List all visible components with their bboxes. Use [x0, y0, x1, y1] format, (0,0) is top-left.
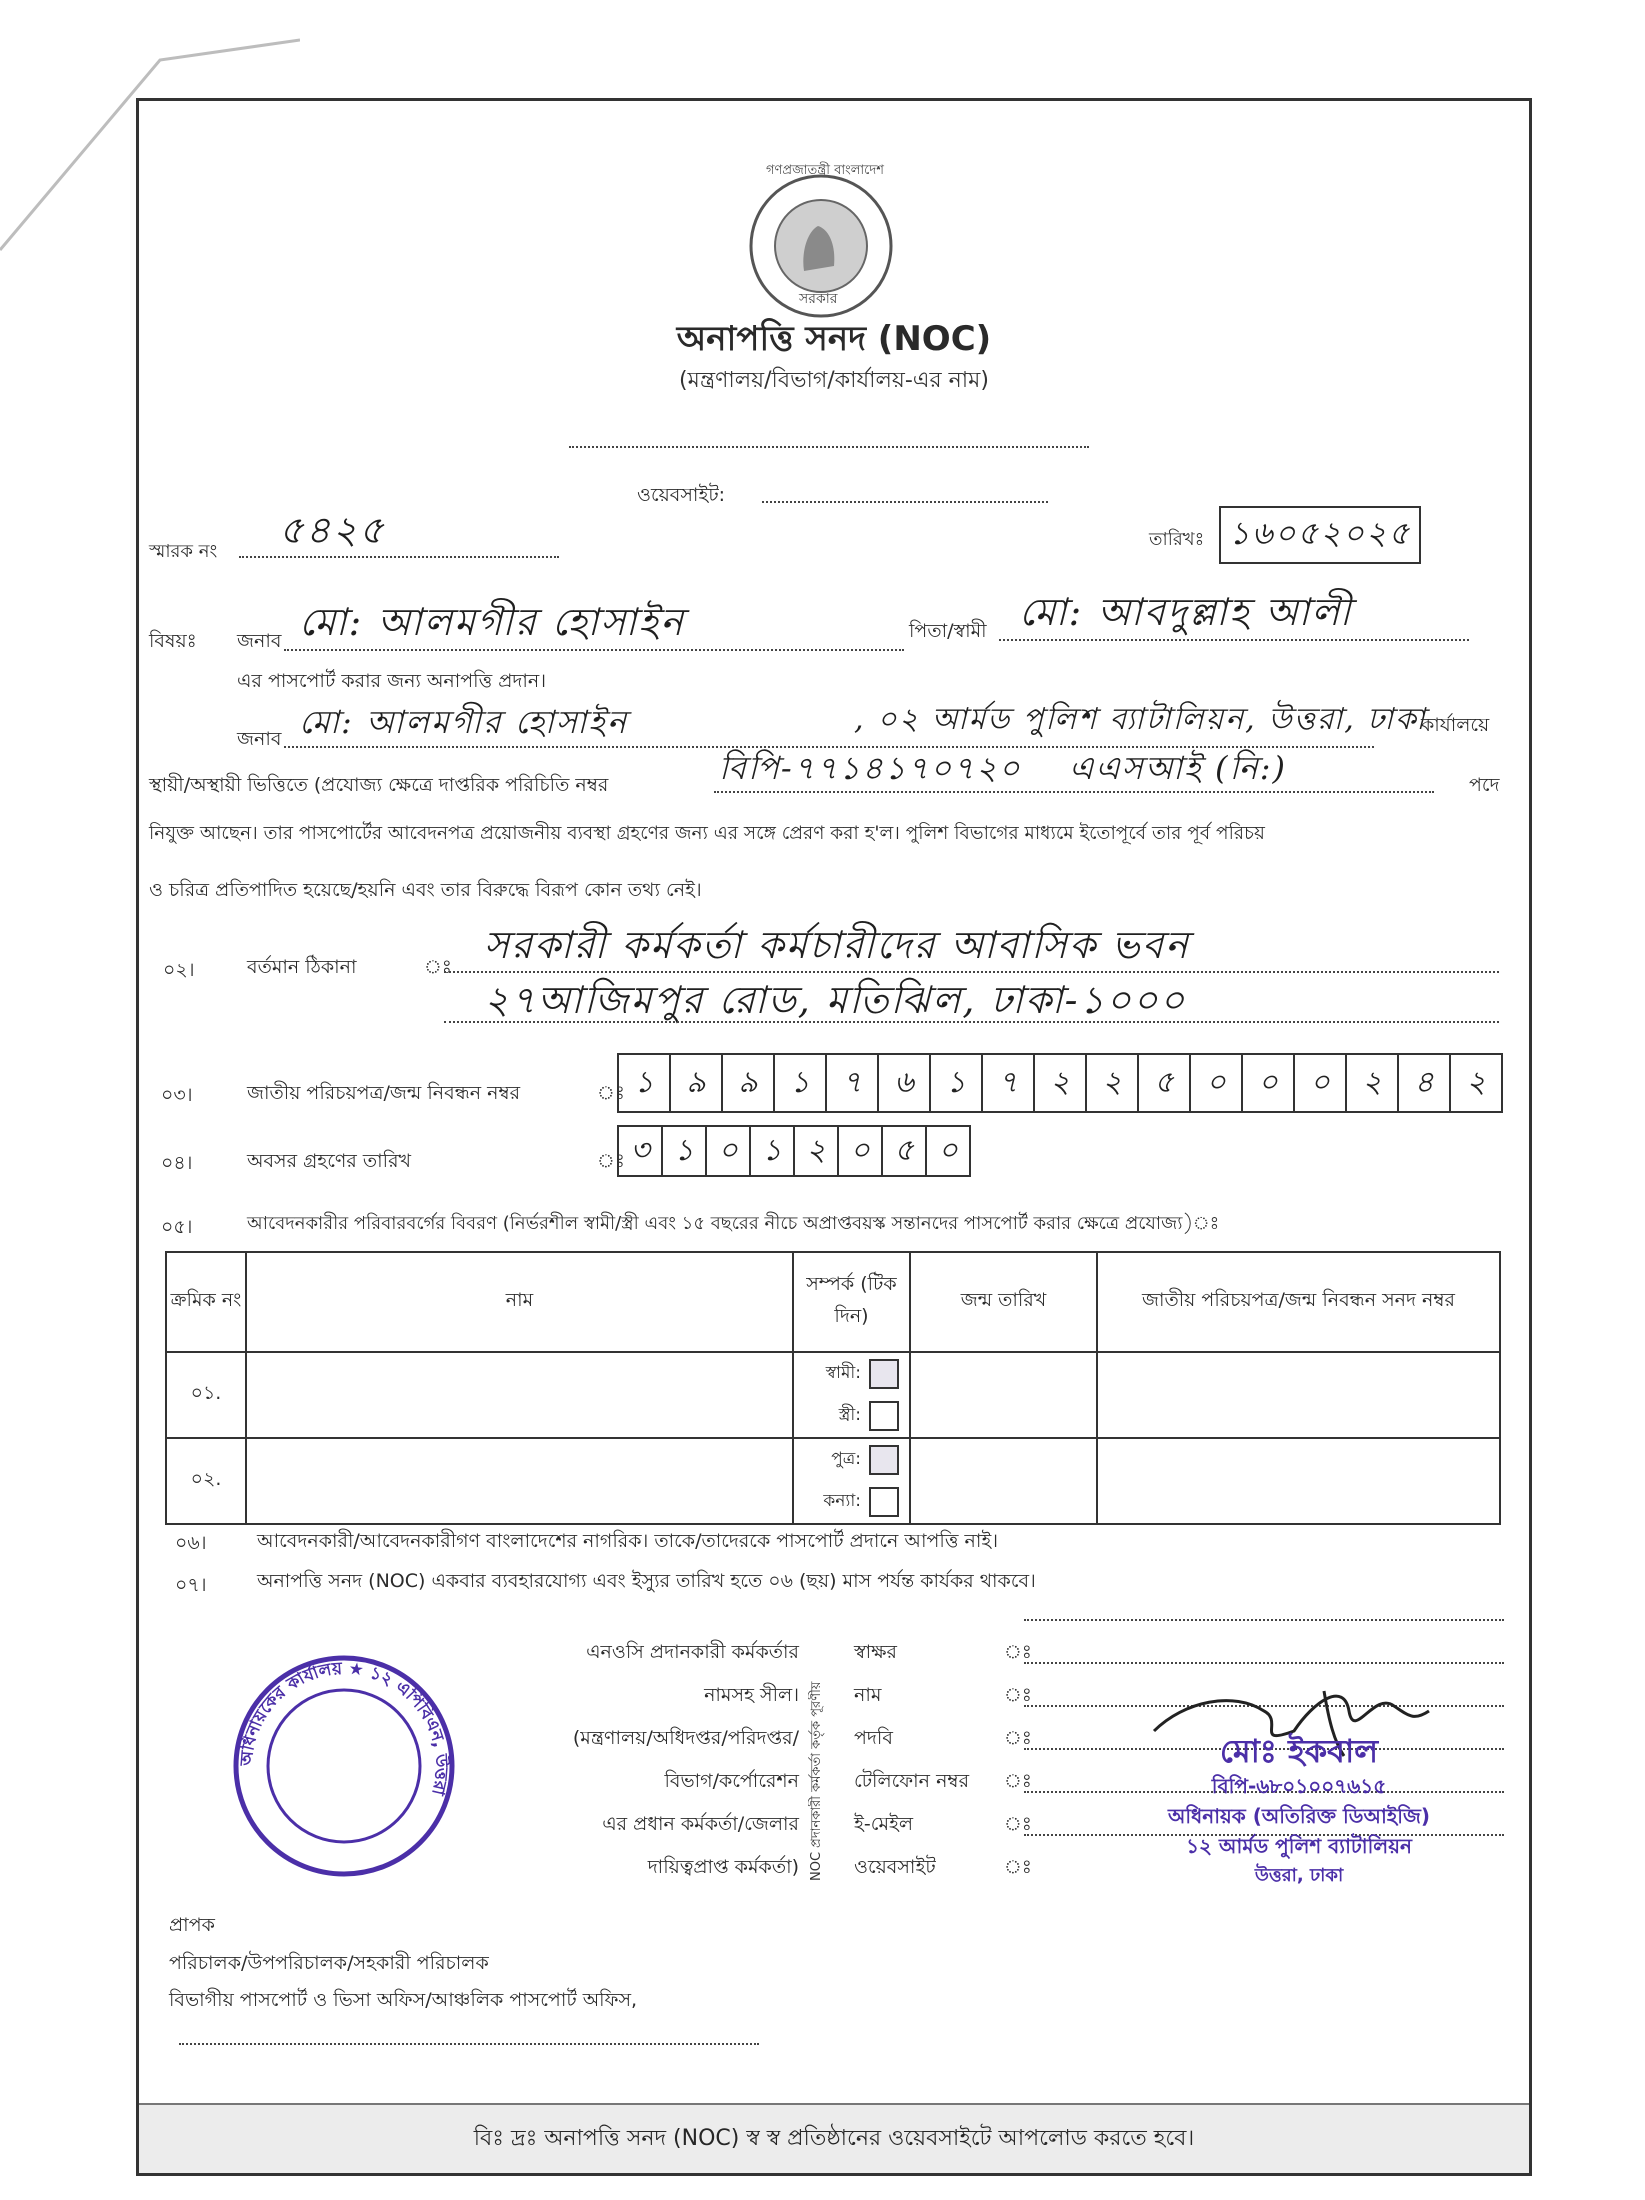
digit-box: ০ — [1191, 1055, 1243, 1111]
header-nid: জাতীয় পরিচয়পত্র/জন্ম নিবন্ধন সনদ নম্বর — [1097, 1252, 1500, 1352]
digit-box: ১ — [751, 1127, 795, 1175]
retirement-date-boxes — [617, 1125, 971, 1177]
stamp-place: উত্তরা, ঢাকা — [1254, 1865, 1344, 1886]
recipient-label: প্রাপক — [169, 1914, 215, 1936]
body-office-suffix: কার্যালয়ে — [1421, 714, 1490, 736]
daughter-checkbox[interactable] — [869, 1487, 899, 1517]
item-03-colon: ঃ — [597, 1082, 625, 1104]
note-06-text: আবেদনকারী/আবেদনকারীগণ বাংলাদেশের নাগরিক। তাকে/তাদেরকে পাসপোর্ট প্রদানে আপত্তি নাই। — [257, 1530, 999, 1552]
footer-note-bar — [139, 2103, 1529, 2173]
page-title: অনাপত্তি সনদ (NOC) — [676, 319, 992, 359]
stamp-designation: অধিনায়ক (অতিরিক্ত ডিআইজি) — [1168, 1804, 1430, 1828]
father-label: পিতা/স্বামী — [909, 620, 987, 642]
sig-left-line: এর প্রধান কর্মকর্তা/জেলার — [602, 1813, 799, 1835]
digit-box: ৭ — [827, 1055, 879, 1111]
digit-box: ২ — [1347, 1055, 1399, 1111]
body-mr-label: জনাব — [237, 728, 282, 750]
field-designation: পদবি ঃ — [854, 1717, 1504, 1760]
officer-stamp — [1119, 1731, 1479, 1891]
table-row — [166, 1438, 1500, 1524]
subject-name: মো: আলমগীর হোসাইন — [299, 600, 685, 644]
digit-box: ০ — [938, 1132, 958, 1168]
son-checkbox[interactable] — [869, 1445, 899, 1475]
body-designation: এএসআই (নি:) — [1069, 749, 1287, 787]
row-dob-cell[interactable] — [910, 1352, 1097, 1438]
recipient-line-1: পরিচালক/উপপরিচালক/সহকারী পরিচালক — [169, 1952, 489, 1974]
row-serial: ০২. — [166, 1438, 246, 1524]
digit-box: ১ — [775, 1055, 827, 1111]
item-03-number: ০৩। — [161, 1084, 193, 1106]
field-email: ই-মেইল ঃ — [854, 1803, 1504, 1846]
item-02-colon: ঃ — [424, 956, 452, 978]
row-name-cell[interactable] — [246, 1352, 793, 1438]
round-seal-text: অধিনায়কের কার্যালয় ★ ১২ এপিবিএন, উত্তরা — [236, 1658, 452, 1797]
subject-mr-label: জনাব — [237, 630, 282, 652]
row-relation-cell — [793, 1352, 910, 1438]
digit-box: ০ — [707, 1127, 751, 1175]
header-relation: সম্পর্ক (টিক দিন) — [793, 1252, 910, 1352]
subject-name-line — [284, 649, 904, 651]
note-07-number: ০৭। — [175, 1574, 207, 1596]
sig-left-line: এনওসি প্রদানকারী কর্মকর্তার — [586, 1641, 799, 1663]
body-name: মো: আলমগীর হোসাইন — [299, 703, 629, 741]
stamp-unit: ১২ আর্মড পুলিশ ব্যাটালিয়ন — [1186, 1834, 1412, 1858]
digit-box: ২ — [795, 1127, 839, 1175]
date-label: তারিখঃ — [1149, 529, 1205, 550]
note-07-text: অনাপত্তি সনদ (NOC) একবার ব্যবহারযোগ্য এবং ইস্যুর তারিখ হতে ০৬ (ছয়) মাস পর্যন্ত কার্যকর থাকবে। — [257, 1570, 1036, 1592]
digit-box: ০ — [1243, 1055, 1295, 1111]
memo-value: ৫৪২৫ — [279, 508, 386, 552]
seal-text-bottom: সরকার — [799, 291, 838, 307]
father-value: মো: আবদুল্লাহ আলী — [1019, 590, 1353, 634]
relation-wife-label: স্ত্রী: — [838, 1405, 861, 1425]
field-name: নাম ঃ — [854, 1674, 1504, 1717]
digit-box: ২ — [1466, 1064, 1486, 1100]
page-subtitle: (মন্ত্রণালয়/বিভাগ/কার্যালয়-এর নাম) — [679, 368, 989, 393]
item-02-label: বর্তমান ঠিকানা — [247, 956, 357, 978]
body-line-b: নিযুক্ত আছেন। তার পাসপোর্টের আবেদনপত্র প্রয়োজনীয় ব্যবস্থা গ্রহণের জন্য এর সঙ্গে প্রেরণ করা হ'ল। পুলিশ বিভাগের মাধ্যমে ইতোপূর্বে তার পূর্ব পরিচয় — [149, 823, 1265, 844]
digit-box: ৫ — [883, 1127, 927, 1175]
row-name-cell[interactable] — [246, 1438, 793, 1524]
footer-note: বিঃ দ্রঃ অনাপত্তি সনদ (NOC) স্ব স্ব প্রতিষ্ঠানের ওয়েবসাইটে আপলোড করতে হবে। — [473, 2125, 1195, 2151]
table-header-row — [166, 1252, 1500, 1352]
sig-left-line: দায়িত্বপ্রাপ্ত কর্মকর্তা) — [647, 1856, 799, 1878]
header-serial: ক্রমিক নং — [166, 1252, 246, 1352]
sig-left-line: (মন্ত্রণালয়/অধিদপ্তর/পরিদপ্তর/ — [572, 1727, 799, 1749]
subject-line2: এর পাসপোর্ট করার জন্য অনাপত্তি প্রদান। — [237, 670, 547, 692]
husband-checkbox[interactable] — [869, 1359, 899, 1389]
digit-box: ০ — [1295, 1055, 1347, 1111]
digit-box: ১ — [619, 1055, 671, 1111]
seal-text-top: গণপ্রজাতন্ত্রী বাংলাদেশ — [766, 163, 884, 178]
digit-box: ৯ — [671, 1055, 723, 1111]
item-04-label: অবসর গ্রহণের তারিখ — [247, 1150, 412, 1172]
field-signature: স্বাক্ষর ঃ — [854, 1631, 1504, 1674]
header-name: নাম — [246, 1252, 793, 1352]
sig-left-line: বিভাগ/কর্পোরেশন — [664, 1770, 799, 1792]
header-dob: জন্ম তারিখ — [910, 1252, 1097, 1352]
website-line — [762, 501, 1048, 503]
memo-label: স্মারক নং — [149, 541, 218, 562]
digit-box: ১ — [931, 1055, 983, 1111]
digit-box: ৭ — [983, 1055, 1035, 1111]
item-05-number: ০৫। — [161, 1216, 193, 1238]
item-05-label: আবেদনকারীর পরিবারবর্গের বিবরণ (নির্ভরশীল স্বামী/স্ত্রী এবং ১৫ বছরের নীচে অপ্রাপ্তবয়স্ক সন্তানদের পাসপোর্ট করার ক্ষেত্রে প্রযোজ্য)ঃ — [247, 1213, 1220, 1234]
item-04-colon: ঃ — [597, 1150, 625, 1172]
row-serial: ০১. — [166, 1352, 246, 1438]
item-04-number: ০৪। — [161, 1152, 193, 1174]
row-nid-cell[interactable] — [1097, 1438, 1500, 1524]
signature-left-text — [469, 1631, 799, 1889]
designation-suffix: পদে — [1469, 774, 1500, 796]
body-line-c: ও চরিত্র প্রতিপাদিত হয়েছে/হয়নি এবং তার বিরুদ্ধে বিরূপ কোন তথ্য নেই। — [149, 879, 702, 901]
subject-label: বিষয়ঃ — [149, 630, 197, 652]
recipient-line-2: বিভাগীয় পাসপোর্ট ও ভিসা অফিস/আঞ্চলিক পাসপোর্ট অফিস, — [169, 1989, 638, 2011]
body-office: , ০২ আর্মড পুলিশ ব্যাটালিয়ন, উত্তরা, ঢাকা — [854, 702, 1427, 737]
body-id-value: বিপি-৭৭১৪১৭০৭২০ — [719, 749, 1022, 787]
ministry-name-line — [569, 446, 1089, 448]
sig-left-line: নামসহ সীল। — [704, 1684, 799, 1706]
date-value: ১৬০৫২০২৫ — [1219, 506, 1421, 564]
wife-checkbox[interactable] — [869, 1401, 899, 1431]
row-dob-cell[interactable] — [910, 1438, 1097, 1524]
note-06-number: ০৬। — [175, 1532, 207, 1554]
digit-box: ৩ — [619, 1127, 663, 1175]
father-line — [999, 639, 1469, 641]
designation-line — [714, 791, 1434, 793]
memo-line — [239, 556, 559, 558]
digit-box: ৫ — [1139, 1055, 1191, 1111]
noc-form — [136, 98, 1532, 2176]
website-label: ওয়েবসাইট: — [637, 484, 726, 506]
recipient-address-line — [179, 2043, 759, 2045]
address-underline-2 — [444, 1021, 1499, 1023]
relation-husband-label: স্বামী: — [825, 1363, 861, 1383]
stamp-name: মোঃ ইকবাল — [1219, 1732, 1379, 1770]
field-website: ওয়েবসাইট ঃ — [854, 1846, 1504, 1889]
field-phone: টেলিফোন নম্বর ঃ — [854, 1760, 1504, 1803]
body-line-a: স্থায়ী/অস্থায়ী ভিত্তিতে (প্রযোজ্য ক্ষেত্রে দাপ্তরিক পরিচিতি নম্বর — [149, 774, 609, 796]
digit-box: ৯ — [723, 1055, 775, 1111]
digit-box: ২ — [1087, 1055, 1139, 1111]
relation-daughter-label: কন্যা: — [823, 1491, 861, 1511]
signature-vertical-label: NOC প্রদানকারী কর্মকর্তা কর্তৃক পূরণীয় — [809, 1681, 824, 1881]
digit-box: ১ — [663, 1127, 707, 1175]
nid-number-boxes — [617, 1053, 1503, 1113]
digit-box: ২ — [1035, 1055, 1087, 1111]
address-line-1: সরকারী কর্মকর্তা কর্মচারীদের আবাসিক ভবন — [484, 923, 1190, 967]
round-office-seal-icon — [229, 1651, 459, 1881]
digit-box: ৪ — [1399, 1055, 1451, 1111]
relation-son-label: পুত্র: — [831, 1449, 861, 1469]
address-line-2: ২৭আজিমপুর রোড, মতিঝিল, ঢাকা-১০০০ — [484, 978, 1187, 1022]
table-row — [166, 1352, 1500, 1438]
item-03-label: জাতীয় পরিচয়পত্র/জন্ম নিবন্ধন নম্বর — [247, 1082, 521, 1104]
digit-box: ০ — [839, 1127, 883, 1175]
stamp-id: বিপি-৬৮০১০০৭৬১৫ — [1211, 1774, 1387, 1798]
row-nid-cell[interactable] — [1097, 1352, 1500, 1438]
row-relation-cell — [793, 1438, 910, 1524]
digit-box: ৬ — [879, 1055, 931, 1111]
item-02-number: ০২। — [163, 959, 195, 981]
family-table — [165, 1251, 1501, 1525]
